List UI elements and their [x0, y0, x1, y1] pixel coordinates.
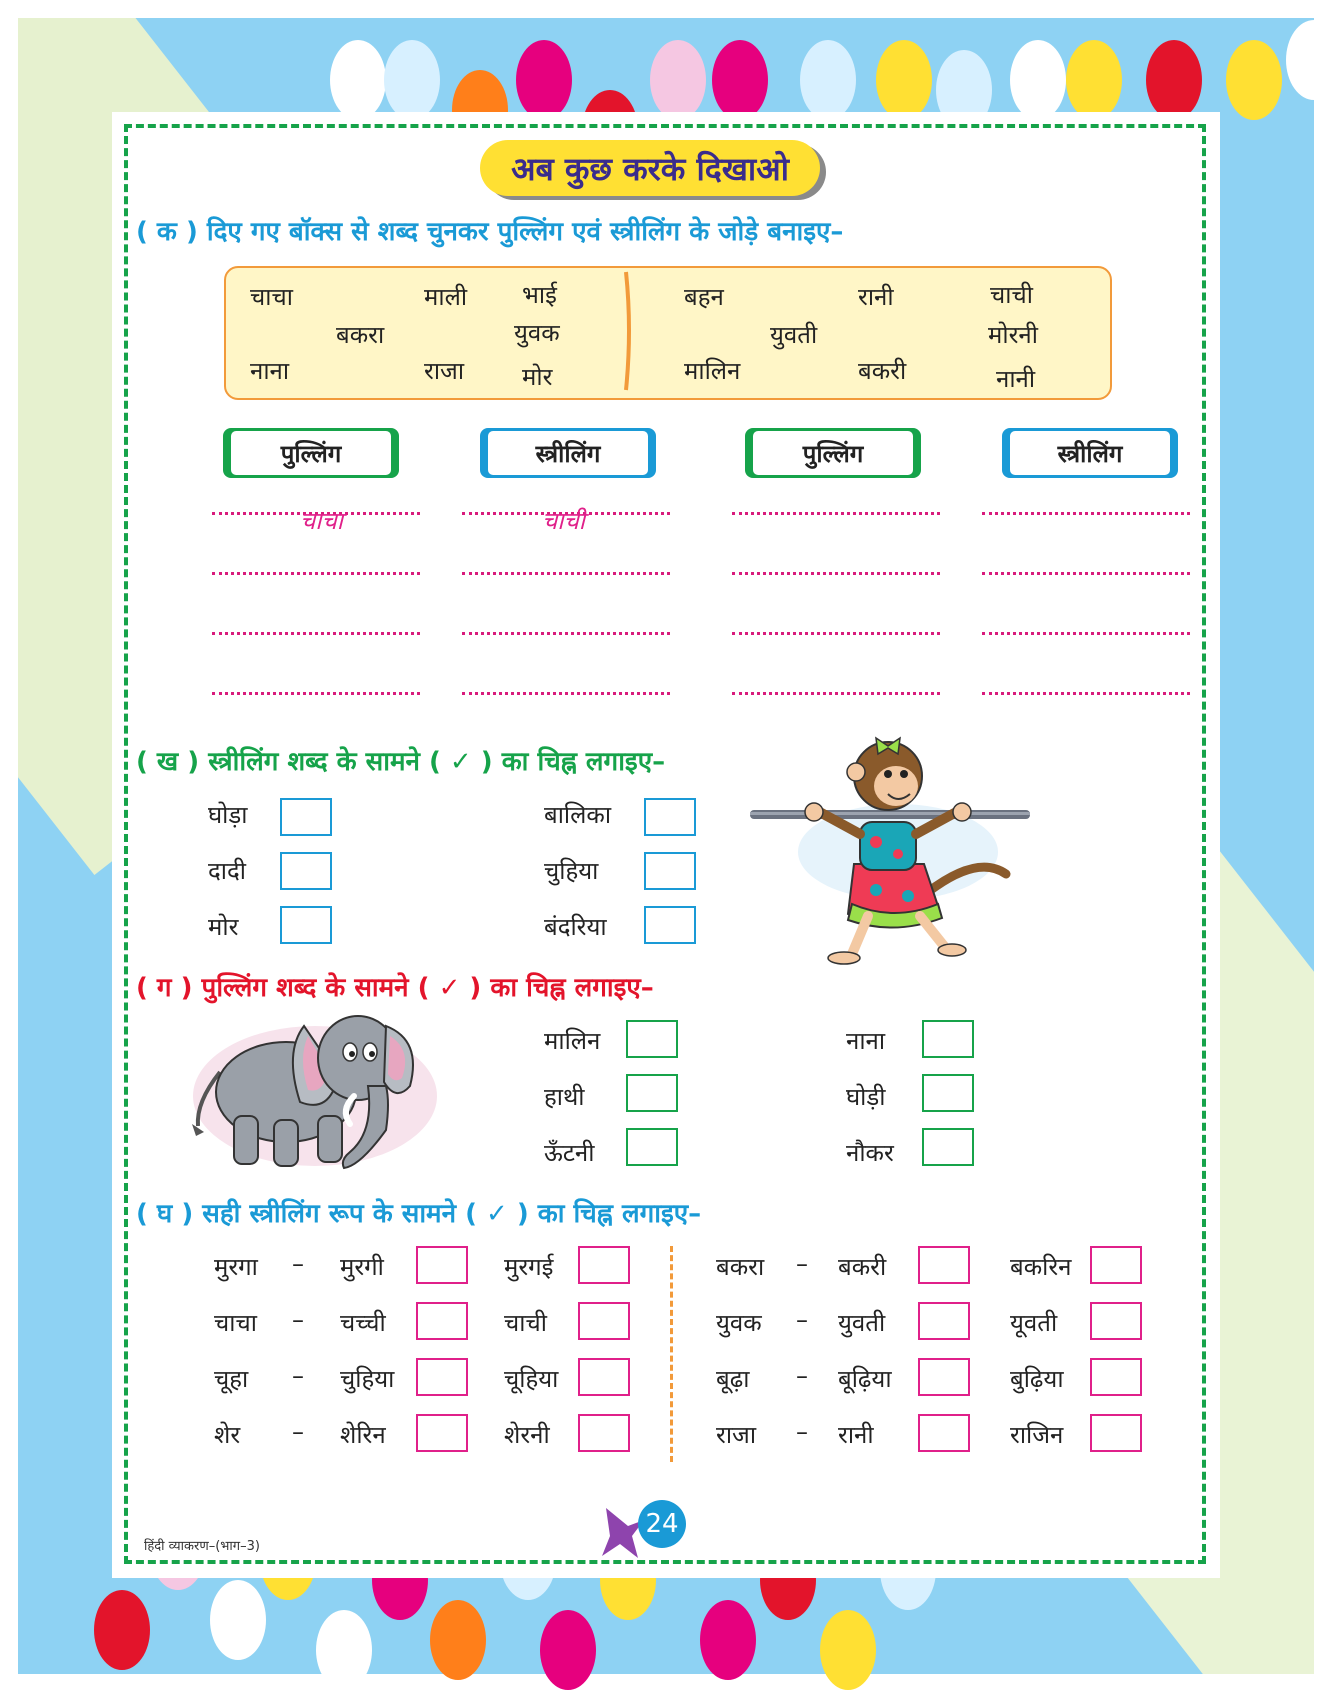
word-item: मोर: [522, 363, 553, 391]
dash-separator: –: [796, 1306, 808, 1334]
checkbox[interactable]: [280, 798, 332, 836]
checkbox[interactable]: [922, 1020, 974, 1058]
answer-line[interactable]: [982, 512, 1190, 515]
checkbox[interactable]: [578, 1302, 630, 1340]
checkbox[interactable]: [1090, 1358, 1142, 1396]
option-word: मुरगी: [340, 1253, 384, 1281]
option-word: दादी: [208, 857, 246, 885]
page-title: अब कुछ करके दिखाओ: [511, 149, 789, 188]
base-word: बूढ़ा: [716, 1365, 750, 1393]
section-c-heading: ( ग ) पुल्लिंग शब्द के सामने ( ✓ ) का चिह्न लगाइए–: [136, 973, 654, 1003]
checkbox[interactable]: [578, 1246, 630, 1284]
answer-line[interactable]: [212, 632, 420, 635]
checkbox[interactable]: [918, 1246, 970, 1284]
checkbox[interactable]: [1090, 1414, 1142, 1452]
checkbox[interactable]: [280, 906, 332, 944]
checkbox[interactable]: [626, 1020, 678, 1058]
word-item: राजा: [424, 357, 465, 385]
checkbox[interactable]: [922, 1074, 974, 1112]
option-word: बूढ़िया: [838, 1365, 892, 1393]
answer-line[interactable]: [732, 512, 940, 515]
decorative-dot: [94, 1590, 150, 1670]
example-answer: चाची: [542, 507, 585, 535]
decorative-dot: [330, 40, 386, 120]
base-word: राजा: [716, 1421, 757, 1449]
option-word: शेरिन: [340, 1421, 386, 1449]
answer-line[interactable]: [732, 692, 940, 695]
decorative-dot: [1146, 40, 1202, 120]
decorative-dot: [1010, 40, 1066, 120]
column-label-masculine: पुल्लिंग: [228, 428, 394, 478]
option-word: बंदरिया: [544, 913, 607, 941]
checkbox[interactable]: [918, 1302, 970, 1340]
answer-line[interactable]: [982, 692, 1190, 695]
option-word: चाची: [504, 1309, 547, 1337]
option-word: राजिन: [1010, 1421, 1064, 1449]
word-item: नाना: [250, 357, 290, 385]
checkbox[interactable]: [578, 1414, 630, 1452]
option-word: मुरगई: [504, 1253, 554, 1281]
option-word: बुढ़िया: [1010, 1365, 1064, 1393]
dash-separator: –: [796, 1418, 808, 1446]
word-item: मोरनी: [988, 321, 1038, 349]
section-a-heading: ( क ) दिए गए बॉक्स से शब्द चुनकर पुल्लिंग एवं स्त्रीलिंग के जोड़े बनाइए–: [136, 217, 844, 247]
option-word: यूवती: [1010, 1309, 1058, 1337]
decorative-dot: [1066, 40, 1122, 120]
checkbox[interactable]: [416, 1358, 468, 1396]
column-label-feminine: स्त्रीलिंग: [1007, 428, 1173, 478]
checkbox[interactable]: [918, 1358, 970, 1396]
option-word: घोड़ी: [846, 1083, 886, 1111]
page-number: 24: [638, 1500, 686, 1548]
title-banner: [480, 140, 820, 196]
checkbox[interactable]: [644, 852, 696, 890]
decorative-dot: [316, 1610, 372, 1690]
word-item: युवक: [514, 319, 560, 347]
answer-line[interactable]: [212, 692, 420, 695]
checkbox[interactable]: [416, 1246, 468, 1284]
decorative-dot: [800, 40, 856, 120]
checkbox[interactable]: [578, 1358, 630, 1396]
dash-separator: –: [292, 1306, 304, 1334]
answer-line[interactable]: [732, 632, 940, 635]
answer-line[interactable]: [982, 632, 1190, 635]
column-label-feminine: स्त्रीलिंग: [485, 428, 651, 478]
checkbox[interactable]: [280, 852, 332, 890]
base-word: चूहा: [214, 1365, 249, 1393]
option-word: बालिका: [544, 801, 612, 829]
answer-line[interactable]: [462, 692, 670, 695]
checkbox[interactable]: [1090, 1302, 1142, 1340]
option-word: ऊँटनी: [544, 1139, 595, 1167]
example-answer: चाचा: [300, 507, 343, 535]
dash-separator: –: [292, 1362, 304, 1390]
decorative-dot: [712, 40, 768, 120]
option-word: रानी: [838, 1421, 874, 1449]
checkbox[interactable]: [918, 1414, 970, 1452]
word-item: चाचा: [250, 283, 293, 311]
word-item: नानी: [996, 365, 1036, 393]
decorative-dot: [650, 40, 706, 120]
answer-line[interactable]: [212, 572, 420, 575]
option-word: नाना: [846, 1027, 886, 1055]
base-word: मुरगा: [214, 1253, 258, 1281]
option-word: युवती: [838, 1309, 886, 1337]
section-d-heading: ( घ ) सही स्त्रीलिंग रूप के सामने ( ✓ ) का चिह्न लगाइए–: [136, 1199, 702, 1229]
decorative-dot: [1226, 40, 1282, 120]
option-word: हाथी: [544, 1083, 585, 1111]
option-word: मोर: [208, 913, 239, 941]
decorative-dot: [210, 1580, 266, 1660]
decorative-dot: [516, 40, 572, 120]
option-word: चुहिया: [544, 857, 599, 885]
word-box-divider: [620, 270, 632, 392]
word-item: बकरा: [336, 321, 385, 349]
dash-separator: –: [292, 1418, 304, 1446]
option-word: चुहिया: [340, 1365, 395, 1393]
word-item: बकरी: [858, 357, 907, 385]
word-item: माली: [424, 283, 468, 311]
option-word: चच्ची: [340, 1309, 386, 1337]
answer-line[interactable]: [732, 572, 940, 575]
option-word: शेरनी: [504, 1421, 550, 1449]
option-word: घोड़ा: [208, 801, 248, 829]
checkbox[interactable]: [922, 1128, 974, 1166]
checkbox[interactable]: [416, 1302, 468, 1340]
decorative-dot: [540, 1610, 596, 1690]
dash-separator: –: [796, 1250, 808, 1278]
dash-separator: –: [292, 1250, 304, 1278]
checkbox[interactable]: [644, 798, 696, 836]
column-divider: [670, 1246, 673, 1462]
section-b-heading: ( ख ) स्त्रीलिंग शब्द के सामने ( ✓ ) का चिह्न लगाइए–: [136, 747, 666, 777]
decorative-dot: [876, 40, 932, 120]
column-label-masculine: पुल्लिंग: [750, 428, 916, 478]
checkbox[interactable]: [1090, 1246, 1142, 1284]
answer-line[interactable]: [462, 572, 670, 575]
base-word: चाचा: [214, 1309, 257, 1337]
word-item: मालिन: [684, 357, 741, 385]
answer-line[interactable]: [982, 572, 1190, 575]
word-item: भाई: [522, 281, 557, 309]
decorative-dot: [430, 1600, 486, 1680]
decorative-dot: [700, 1600, 756, 1680]
answer-line[interactable]: [462, 632, 670, 635]
word-item: रानी: [858, 283, 894, 311]
word-item: युवती: [770, 321, 818, 349]
checkbox[interactable]: [626, 1128, 678, 1166]
dash-separator: –: [796, 1362, 808, 1390]
book-title: हिंदी व्याकरण–(भाग–3): [144, 1539, 260, 1554]
word-item: बहन: [684, 283, 724, 311]
option-word: बकरिन: [1010, 1253, 1072, 1281]
base-word: बकरा: [716, 1253, 765, 1281]
checkbox[interactable]: [626, 1074, 678, 1112]
option-word: मालिन: [544, 1027, 601, 1055]
base-word: युवक: [716, 1309, 762, 1337]
option-word: नौकर: [846, 1139, 894, 1167]
word-item: चाची: [990, 281, 1033, 309]
option-word: बकरी: [838, 1253, 887, 1281]
elephant-illustration: [190, 1006, 440, 1176]
decorative-dot: [820, 1610, 876, 1690]
base-word: शेर: [214, 1421, 241, 1449]
checkbox[interactable]: [644, 906, 696, 944]
checkbox[interactable]: [416, 1414, 468, 1452]
decorative-dot: [384, 40, 440, 120]
monkey-illustration: [748, 724, 1044, 974]
option-word: चूहिया: [504, 1365, 559, 1393]
